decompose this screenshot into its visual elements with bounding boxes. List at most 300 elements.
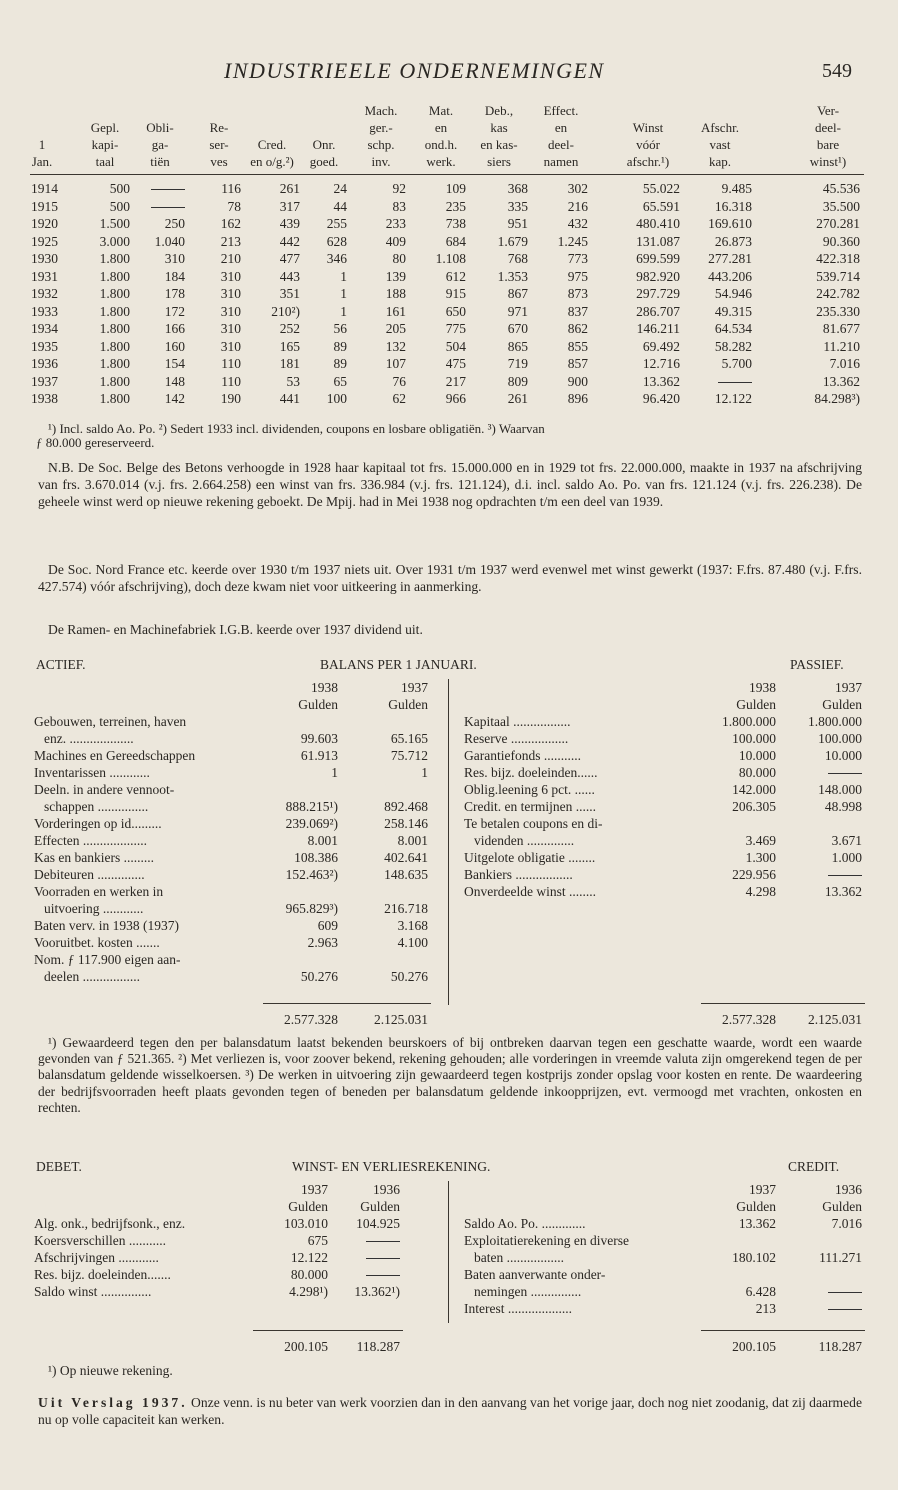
- column-header: namen: [543, 154, 579, 169]
- table-cell: 188: [385, 286, 406, 301]
- year-cell: 1933: [31, 303, 58, 319]
- amount-cell: 1.300: [745, 850, 776, 865]
- table-cell: 775: [445, 321, 466, 336]
- row-label: Te betalen coupons en di-: [464, 816, 603, 831]
- table-cell: 252: [279, 321, 300, 336]
- column-header: vóór: [636, 137, 660, 152]
- column-header: kas: [490, 120, 508, 135]
- table-cell: 242.782: [816, 286, 860, 301]
- table-cell: 1.245: [557, 233, 588, 249]
- table-cell: 1.800: [99, 391, 130, 406]
- table-cell: 13.362: [642, 373, 680, 389]
- amount-cell: 888.215¹): [285, 799, 338, 814]
- amount-cell: 111.271: [819, 1250, 862, 1265]
- table-cell: 69.492: [642, 338, 680, 354]
- total-rule-left: [263, 1003, 431, 1004]
- column-header: bare: [816, 137, 840, 152]
- year-cell: 1925: [31, 233, 58, 249]
- table-cell: 317: [279, 198, 300, 214]
- pnl-footnote: ¹) Op nieuwe rekening.: [48, 1363, 173, 1378]
- total-amount: 118.287: [356, 1339, 400, 1354]
- row-label: Reserve .................: [464, 731, 569, 746]
- amount-cell: 50.276: [390, 969, 428, 984]
- table-cell: 131.087: [636, 233, 680, 249]
- amount-cell: 65.165: [390, 731, 428, 746]
- table-cell: 1.679: [497, 233, 528, 249]
- table-cell: 172: [164, 303, 185, 319]
- table-cell: 216: [567, 198, 588, 214]
- amount-cell: 75.712: [390, 748, 428, 763]
- table-cell: 612: [445, 268, 466, 284]
- note-nb: N.B. De Soc. Belge des Betons verhoogde in 1928 haar kapitaal tot frs. 15.000.000 en in 1929 tot frs. 22.000.000, maakte in 1937 na afschrijving van frs. 3.670.014 (v.j. frs. 2.664.258) een winst van frs. 336.984 (v.j. frs. 121.124), d.i. incl. saldo Ao. Po. van frs. 121.124 (v.j. frs. 226.238). De geheele winst werd op nieuwe rekening geboekt. De Mpij. had in Mei 1938 nog opdrachten t/m een deel van 1939.: [38, 460, 862, 509]
- amount-cell: 12.122: [290, 1250, 328, 1265]
- column-header: Re-: [209, 120, 229, 135]
- column-header: Deb.,: [484, 103, 514, 118]
- amount-cell: 80.000: [290, 1267, 328, 1282]
- empty-dash-cell: [812, 1283, 862, 1300]
- row-label: Garantiefonds ...........: [464, 748, 581, 763]
- table-cell: 699.599: [636, 251, 680, 266]
- row-label: Vorderingen op id.........: [34, 816, 162, 831]
- row-label: Afschrijvingen ............: [34, 1250, 159, 1265]
- table-cell: 62: [392, 391, 406, 406]
- amount-cell: 13.362: [824, 884, 862, 899]
- table-cell: 368: [507, 181, 528, 196]
- table-cell: 966: [445, 391, 466, 406]
- table-cell: 54.946: [714, 286, 752, 301]
- pnl-left-label: DEBET.: [36, 1159, 82, 1174]
- table-cell: 132: [385, 338, 406, 354]
- table-cell: 719: [507, 356, 528, 371]
- table-cell: 896: [567, 391, 588, 406]
- table-cell: 12.122: [714, 391, 752, 406]
- column-header: Winst: [632, 120, 664, 135]
- table-cell: 442: [279, 233, 300, 249]
- table-cell: 78: [227, 198, 241, 214]
- column-header: ser-: [209, 137, 229, 152]
- table-cell: 64.534: [714, 321, 752, 336]
- unit-header: Gulden: [736, 1199, 776, 1214]
- row-label: Baten aanverwante onder-: [464, 1267, 606, 1282]
- table-cell: 96.420: [642, 391, 680, 406]
- amount-cell: 104.925: [356, 1216, 400, 1231]
- table-cell: 915: [445, 286, 466, 301]
- verslag-text: Onze venn. is nu beter van werk voorzien dan in den aanvang van het vorige jaar, doch nog niet zoodanig, dat zij daarmede nu op volle capaciteit kan werken.: [38, 1395, 862, 1427]
- amount-cell: 3.469: [745, 833, 776, 848]
- table-cell: 92: [392, 181, 406, 196]
- amount-cell: 4.298¹): [289, 1284, 328, 1299]
- table-cell: 277.281: [708, 251, 752, 266]
- table-cell: 1: [340, 268, 347, 284]
- year-header: 1937: [301, 1182, 328, 1197]
- table-cell: 310: [220, 268, 241, 284]
- header-rule: [30, 174, 864, 175]
- table-cell: 539.714: [816, 268, 860, 284]
- table-cell: 161: [385, 303, 406, 319]
- row-label: Effecten ...................: [34, 833, 147, 848]
- empty-dash-cell: [812, 764, 862, 781]
- table-cell: 184: [164, 268, 185, 284]
- column-header: Cred.: [257, 137, 287, 152]
- amount-cell: 10.000: [824, 748, 862, 763]
- row-label: Credit. en termijnen ......: [464, 799, 596, 814]
- total-amount: 2.577.328: [722, 1012, 776, 1027]
- table-cell: 809: [507, 373, 528, 389]
- row-label: uitvoering ............: [44, 901, 144, 916]
- amount-cell: 216.718: [384, 901, 428, 916]
- table-cell: 250: [164, 216, 185, 231]
- year-cell: 1932: [31, 286, 58, 301]
- row-label: Baten verv. in 1938 (1937): [34, 918, 179, 933]
- row-label: schappen ...............: [44, 799, 149, 814]
- table-cell: 235: [445, 198, 466, 214]
- column-header: Jan.: [31, 154, 53, 169]
- table-cell: 1.800: [99, 356, 130, 371]
- table-cell: 1.800: [99, 321, 130, 336]
- year-header: 1937: [401, 680, 428, 695]
- table-cell: 81.677: [822, 321, 860, 336]
- amount-cell: 4.298: [745, 884, 776, 899]
- total-amount: 2.577.328: [284, 1012, 338, 1027]
- table-cell: 84.298³): [814, 391, 860, 406]
- balance-right-label: PASSIEF.: [790, 657, 844, 672]
- column-header: kapi-: [91, 137, 119, 152]
- amount-cell: 206.305: [732, 799, 776, 814]
- table-cell: 261: [279, 181, 300, 196]
- row-label: Machines en Gereedschappen: [34, 748, 196, 763]
- table-cell: 975: [567, 268, 588, 284]
- amount-cell: 965.829³): [285, 901, 338, 916]
- table-cell: 181: [279, 356, 300, 371]
- table-cell: 213: [220, 233, 241, 249]
- table-cell: 862: [567, 321, 588, 336]
- row-label: Bankiers .................: [464, 867, 573, 882]
- amount-cell: 10.000: [738, 748, 776, 763]
- amount-cell: 1.800.000: [722, 714, 776, 729]
- table-cell: 302: [567, 181, 588, 196]
- table-cell: 166: [164, 321, 185, 336]
- table-cell: 297.729: [636, 286, 680, 301]
- total-rule-left: [253, 1330, 403, 1331]
- table-cell: 83: [392, 198, 406, 214]
- table-cell: 865: [507, 338, 528, 354]
- total-rule-right: [701, 1003, 865, 1004]
- table-cell: 13.362: [822, 373, 860, 389]
- total-rule-right: [701, 1330, 865, 1331]
- year-cell: 1937: [31, 373, 58, 389]
- amount-cell: 1.800.000: [808, 714, 862, 729]
- table-cell: 11.210: [823, 338, 860, 354]
- amount-cell: 239.069²): [285, 816, 338, 831]
- balance-footnote: ¹) Gewaardeerd tegen den per balansdatum laatst bekenden beurskoers of bij ontbreken daarvan tegen een geschatte waarde, wordt een waarde gevonden van ƒ 521.365. ²) Met verliezen is, voor zoover bekend, rekening gehouden; alle vorderingen in vreemde valuta zijn omgerekend tegen de per balansdatum geldende wisselkoersen. ³) De werken in uitvoering zijn gewaardeerd tegen kostprijs zonder opslag voor kosten en rente. De waardeering der bedrijfsvoorraden heeft plaats gevonden tegen of beneden per balansdatum geldende inkoopprijzen, evt. vermoogd met vrachten, onkosten en rechten.: [38, 1035, 862, 1115]
- total-amount: 118.287: [818, 1339, 862, 1354]
- amount-cell: 609: [317, 918, 338, 933]
- table-cell: 441: [279, 391, 300, 406]
- unit-header: Gulden: [822, 697, 862, 712]
- column-header: deel-: [815, 120, 841, 135]
- table-cell: 1.800: [99, 251, 130, 266]
- row-label: Deeln. in andere vennoot-: [34, 782, 175, 797]
- table-cell: 1.800: [99, 268, 130, 284]
- amount-cell: 2.963: [307, 935, 338, 950]
- amount-cell: 4.100: [397, 935, 428, 950]
- year-header: 1936: [835, 1182, 862, 1197]
- row-label: Saldo winst ...............: [34, 1284, 152, 1299]
- table-cell: 837: [567, 303, 588, 319]
- table-cell: 162: [220, 216, 241, 231]
- amount-cell: 142.000: [732, 782, 776, 797]
- page-number: 549: [822, 60, 852, 82]
- empty-dash-cell: [350, 1266, 400, 1283]
- table-cell: 982.920: [636, 268, 680, 284]
- center-divider: [448, 1181, 449, 1323]
- amount-cell: 61.913: [300, 748, 338, 763]
- row-label: Alg. onk., bedrijfsonk., enz.: [34, 1216, 186, 1231]
- row-label: baten .................: [474, 1250, 564, 1265]
- table-cell: 270.281: [816, 216, 860, 231]
- column-header: schp.: [367, 137, 395, 152]
- column-header: winst¹): [809, 154, 847, 169]
- row-label: Exploitatierekening en diverse: [464, 1233, 629, 1248]
- year-header: 1936: [373, 1182, 400, 1197]
- table-cell: 5.700: [721, 356, 752, 371]
- table-cell: 146.211: [636, 321, 680, 336]
- table-cell: 773: [567, 251, 588, 266]
- table-cell: 335: [507, 198, 528, 214]
- column-header: en: [434, 120, 448, 135]
- amount-cell: 108.386: [294, 850, 338, 865]
- table-cell: 1: [340, 286, 347, 301]
- table-cell: 971: [507, 303, 528, 319]
- year-header: 1938: [749, 680, 776, 695]
- column-header: Gepl.: [90, 120, 120, 135]
- amount-cell: 80.000: [738, 765, 776, 780]
- table-cell: 110: [221, 373, 241, 389]
- column-header: Afschr.: [701, 120, 739, 135]
- table-cell: 233: [385, 216, 406, 231]
- column-header: en kas-: [480, 137, 518, 152]
- table-cell: 178: [164, 286, 185, 301]
- year-cell: 1936: [31, 356, 58, 371]
- table-cell: 475: [445, 356, 466, 371]
- year-cell: 1938: [31, 391, 58, 406]
- amount-cell: 1: [421, 765, 428, 780]
- table-cell: 110: [221, 356, 241, 371]
- amount-cell: 103.010: [284, 1216, 328, 1231]
- year-cell: 1935: [31, 338, 58, 354]
- table-cell: 210: [220, 251, 241, 266]
- column-header: Obli-: [146, 120, 174, 135]
- table-cell: 310: [220, 303, 241, 319]
- amount-cell: 152.463²): [285, 867, 338, 882]
- table-cell: 116: [221, 181, 241, 196]
- column-header: deel-: [548, 137, 574, 152]
- table-cell: 217: [445, 373, 466, 389]
- row-label: enz. ...................: [44, 731, 134, 746]
- amount-cell: 8.001: [397, 833, 428, 848]
- table-cell: 205: [385, 321, 406, 336]
- row-label: Koersverschillen ...........: [34, 1233, 166, 1248]
- year-cell: 1914: [31, 181, 58, 196]
- table-cell: 49.315: [714, 303, 752, 319]
- row-label: Uitgelote obligatie ........: [464, 850, 596, 865]
- row-label: Saldo Ao. Po. .............: [464, 1216, 586, 1231]
- table-cell: 873: [567, 286, 588, 301]
- table-cell: 286.707: [636, 303, 680, 319]
- column-header: werk.: [426, 154, 456, 169]
- table-cell: 346: [326, 251, 347, 266]
- amount-cell: 675: [307, 1233, 328, 1248]
- table-cell: 500: [109, 181, 130, 196]
- year-header: 1937: [749, 1182, 776, 1197]
- center-divider: [448, 679, 449, 1005]
- amount-cell: 892.468: [384, 799, 428, 814]
- table-cell: 1: [340, 303, 347, 319]
- table-cell: 310: [220, 286, 241, 301]
- table-cell: 148: [164, 373, 185, 389]
- table-cell: 951: [507, 216, 528, 231]
- pnl-right-label: CREDIT.: [788, 1159, 840, 1174]
- unit-header: Gulden: [288, 1199, 328, 1214]
- amount-cell: 100.000: [818, 731, 862, 746]
- total-amount: 2.125.031: [808, 1012, 862, 1027]
- row-label: Voorraden en werken in: [34, 884, 164, 899]
- amount-cell: 48.998: [824, 799, 862, 814]
- table-cell: 16.318: [714, 198, 752, 214]
- column-header: 1: [38, 137, 46, 152]
- table-cell: 443: [279, 268, 300, 284]
- table-cell: 1.800: [99, 338, 130, 354]
- column-header: Effect.: [543, 103, 579, 118]
- table-cell: 768: [507, 251, 528, 266]
- row-label: Debiteuren ..............: [34, 867, 145, 882]
- column-header: Mat.: [428, 103, 454, 118]
- table-cell: 261: [507, 391, 528, 406]
- unit-header: Gulden: [822, 1199, 862, 1214]
- table-cell: 310: [164, 251, 185, 266]
- table-cell: 107: [385, 356, 406, 371]
- table-cell: 500: [109, 198, 130, 214]
- row-label: Kapitaal .................: [464, 714, 571, 729]
- year-cell: 1920: [31, 216, 58, 231]
- table-cell: 684: [445, 233, 466, 249]
- table-cell: 409: [385, 233, 406, 249]
- table-cell: 65.591: [642, 198, 680, 214]
- unit-header: Gulden: [360, 1199, 400, 1214]
- table-cell: 142: [164, 391, 185, 406]
- column-header: ond.h.: [424, 137, 458, 152]
- total-amount: 2.125.031: [374, 1012, 428, 1027]
- column-header: Mach.: [364, 103, 398, 118]
- unit-header: Gulden: [736, 697, 776, 712]
- table-cell: 738: [445, 216, 466, 231]
- table-cell: 165: [279, 338, 300, 354]
- pnl-title: WINST- EN VERLIESREKENING.: [292, 1159, 491, 1174]
- column-header: vast: [709, 137, 731, 152]
- amount-cell: 258.146: [384, 816, 428, 831]
- amount-cell: 213: [755, 1301, 776, 1316]
- column-header: ga-: [151, 137, 169, 152]
- column-header: ger.-: [369, 120, 393, 135]
- table-cell: 900: [567, 373, 588, 389]
- table-cell: 1.800: [99, 286, 130, 301]
- table-cell: 351: [279, 286, 300, 301]
- year-cell: 1930: [31, 251, 58, 266]
- table-cell: 35.500: [822, 198, 860, 214]
- row-label: nemingen ...............: [474, 1284, 582, 1299]
- verslag-label: Uit Verslag 1937.: [38, 1395, 188, 1410]
- table-cell: 56: [333, 321, 347, 336]
- table-cell: 90.360: [822, 233, 860, 249]
- row-label: Interest ...................: [464, 1301, 572, 1316]
- empty-dash-cell: [350, 1232, 400, 1249]
- row-label: Res. bijz. doeleinden.......: [34, 1267, 171, 1282]
- table-cell: 1.353: [497, 268, 528, 284]
- amount-cell: 1: [331, 765, 338, 780]
- table-cell: 255: [326, 216, 347, 231]
- amount-cell: 148.635: [384, 867, 428, 882]
- row-label: Oblig.leening 6 pct. ......: [464, 782, 595, 797]
- row-label: Inventarissen ............: [34, 765, 150, 780]
- table-cell: 432: [567, 216, 588, 231]
- amount-cell: 6.428: [745, 1284, 776, 1299]
- year-cell: 1934: [31, 321, 58, 336]
- table-cell: 9.485: [721, 181, 752, 196]
- unit-header: Gulden: [388, 697, 428, 712]
- total-amount: 200.105: [732, 1339, 776, 1354]
- column-header: goed.: [309, 154, 339, 169]
- column-header: en o/g.²): [250, 154, 294, 169]
- table-cell: 55.022: [642, 181, 680, 196]
- table-cell: 80: [392, 251, 406, 266]
- table-cell: 477: [279, 251, 300, 266]
- row-label: Kas en bankiers .........: [34, 850, 154, 865]
- table-cell: 439: [279, 216, 300, 231]
- table-cell: 12.716: [642, 356, 680, 371]
- table-cell: 480.410: [636, 216, 680, 231]
- running-title: INDUSTRIEELE ONDERNEMINGEN: [224, 58, 605, 83]
- unit-header: Gulden: [298, 697, 338, 712]
- table-cell: 24: [333, 181, 347, 196]
- table-cell: 169.610: [708, 216, 752, 231]
- table-cell: 58.282: [714, 338, 752, 354]
- amount-cell: 100.000: [732, 731, 776, 746]
- table-cell: 100: [326, 391, 347, 406]
- amount-cell: 3.671: [831, 833, 862, 848]
- column-header: tiën: [150, 154, 170, 169]
- table-cell: 235.330: [816, 303, 860, 319]
- table-cell: 1.500: [99, 216, 130, 231]
- table-cell: 857: [567, 356, 588, 371]
- note-ramen: De Ramen- en Machinefabriek I.G.B. keerde over 1937 dividend uit.: [48, 622, 423, 637]
- year-header: 1937: [835, 680, 862, 695]
- column-header: siers: [487, 154, 511, 169]
- amount-cell: 229.956: [732, 867, 776, 882]
- amount-cell: 7.016: [831, 1216, 862, 1231]
- note-nord: De Soc. Nord France etc. keerde over 1930 t/m 1937 niets uit. Over 1931 t/m 1937 werd evenwel met winst gewerkt (1937: F.frs. 87.480 (v.j. F.frs. 427.574) vóór afschrijving), doch deze kwam niet voor uitkeering in aanmerking.: [38, 562, 862, 594]
- column-header: kap.: [708, 154, 732, 169]
- amount-cell: 13.362: [738, 1216, 776, 1231]
- table-cell: 76: [392, 373, 406, 389]
- empty-dash-cell: [698, 373, 752, 390]
- year-cell: 1931: [31, 268, 58, 284]
- table-cell: 26.873: [714, 233, 752, 249]
- amount-cell: 8.001: [307, 833, 338, 848]
- column-header: taal: [95, 154, 115, 169]
- table-cell: 65: [333, 373, 347, 389]
- table-cell: 310: [220, 321, 241, 336]
- table-cell: 89: [333, 356, 347, 371]
